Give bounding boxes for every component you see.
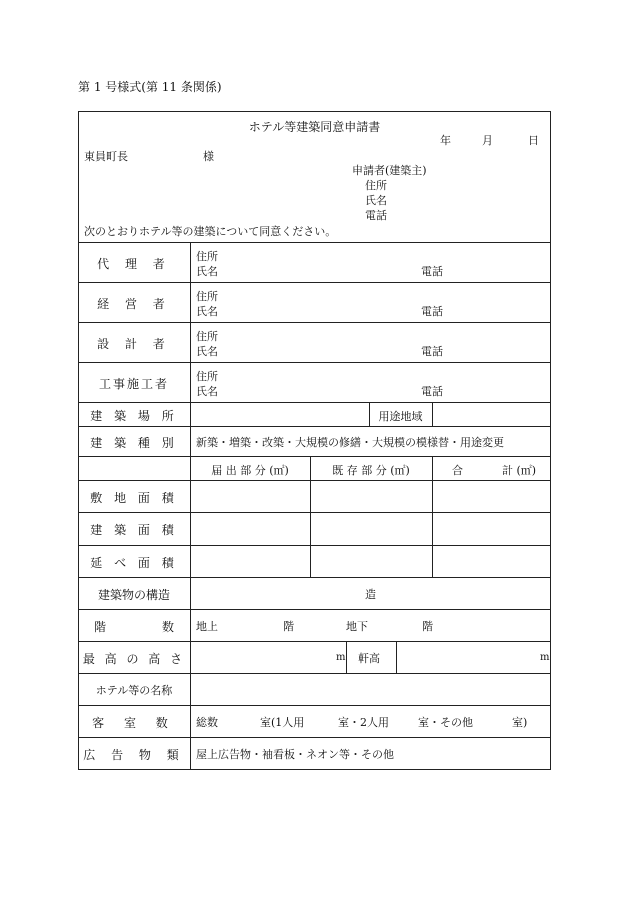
max-height-label: 最 高 の 高 さ [82,652,186,666]
building-type-options: 新築・増築・改築・大規模の修繕・大規模の模様替・用途変更 [196,436,504,449]
request-text: 次のとおりホテル等の建築について同意ください。 [84,225,337,238]
floors-label-a: 階 [94,620,107,634]
rooms-close-label: 室) [512,716,528,729]
total-area-header-a: 合 [452,464,463,477]
floors-above-unit: 階 [283,620,294,633]
rooms-single-label: 室(1人用 [260,716,305,729]
contractor-label: 工事施工者 [98,377,169,391]
form-title: ホテル等建築同意申請書 [248,120,381,134]
designer-phone-label: 電話 [421,345,443,358]
max-height-unit: m [336,652,346,663]
contractor-name-label: 氏名 [196,385,218,398]
applicant-name-label: 氏名 [365,194,387,207]
designer-address-label: 住所 [196,330,218,343]
agent-name-label: 氏名 [196,265,218,278]
operator-phone-label: 電話 [421,305,443,318]
floors-label-b: 数 [162,620,175,634]
rooms-double-label: 室・2人用 [338,716,389,729]
ads-label: 広 告 物 類 [83,748,185,762]
eave-height-label: 軒高 [358,652,380,665]
total-area-header-b: 計 (㎡) [502,464,537,477]
eave-height-unit: m [540,652,550,663]
agent-address-label: 住所 [196,250,218,263]
designer-label: 設 計 者 [97,337,171,351]
building-area-label: 建 築 面 積 [90,523,178,537]
honorific: 様 [203,150,214,163]
structure-value: 造 [365,588,376,601]
operator-label: 経 営 者 [97,297,171,311]
rooms-total-label: 総数 [196,716,218,729]
rooms-other-label: 室・その他 [418,716,473,729]
applicant-phone-label: 電話 [365,209,387,222]
existing-area-header: 既 存 部 分 (㎡) [332,464,410,477]
addressee: 東員町長 [84,150,128,163]
date-year-label: 年 [440,134,451,147]
rooms-label: 客 室 数 [92,716,176,730]
floors-below-unit: 階 [422,620,433,633]
contractor-phone-label: 電話 [421,385,443,398]
site-label: 建 築 場 所 [90,409,178,423]
operator-name-label: 氏名 [196,305,218,318]
submitted-area-header: 届 出 部 分 (㎡) [211,464,289,477]
building-type-label: 建 築 種 別 [90,436,178,450]
applicant-address-label: 住所 [365,179,387,192]
form-number-label: 第 1 号様式(第 11 条関係) [78,80,222,94]
floor-area-label: 延 べ 面 積 [90,556,178,570]
agent-phone-label: 電話 [421,265,443,278]
site-area-label: 敷 地 面 積 [90,491,178,505]
date-day-label: 日 [528,134,539,147]
floors-above-label: 地上 [196,620,218,633]
contractor-address-label: 住所 [196,370,218,383]
operator-address-label: 住所 [196,290,218,303]
date-month-label: 月 [482,134,493,147]
designer-name-label: 氏名 [196,345,218,358]
use-zone-label: 用途地域 [378,410,423,423]
structure-label: 建築物の構造 [97,588,170,602]
hotel-name-label: ホテル等の名称 [95,684,173,697]
agent-label: 代 理 者 [97,257,171,271]
ads-options: 屋上広告物・袖看板・ネオン等・その他 [196,748,394,761]
floors-below-label: 地下 [346,620,368,633]
applicant-label: 申請者(建築主) [352,164,427,177]
